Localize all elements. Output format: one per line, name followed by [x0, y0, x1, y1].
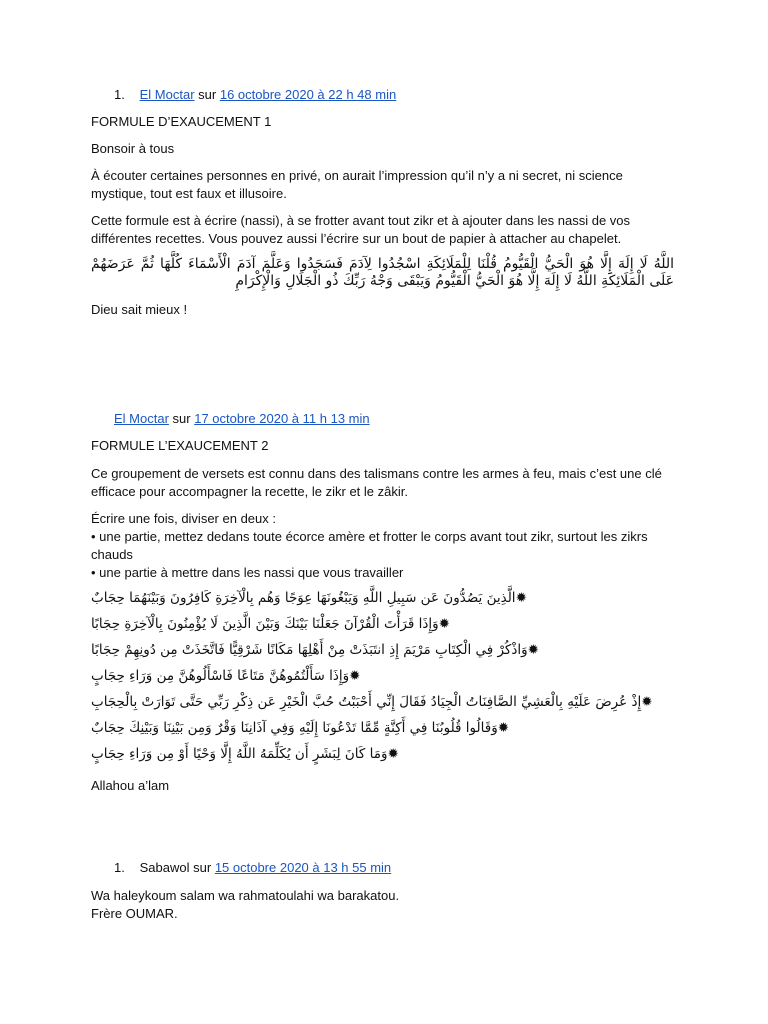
star-bullet-icon: ✹ — [641, 694, 653, 710]
verse-text: وَإِذَا قَرَأْتَ الْقُرْآنَ جَعَلْنَا بَيْنَكَ وَبَيْنَ الَّذِينَ لَا يُؤْمِنُونَ بِالْآخِرَةِ حِجَابًا — [91, 616, 439, 632]
instructions-title: Écrire une fois, diviser en deux : — [91, 511, 276, 526]
verse-line — [91, 585, 681, 611]
comment2-author-link[interactable]: El Moctar — [114, 411, 169, 426]
instructions-item: • une partie à mettre dans les nassi que vous travailler — [91, 565, 404, 580]
comment1-title: FORMULE D’EXAUCEMENT 1 — [91, 114, 272, 129]
star-bullet-icon: ✹ — [438, 616, 450, 632]
star-bullet-icon: ✹ — [387, 746, 399, 762]
comment1-paragraph1: À écouter certaines personnes en privé, on aurait l’impression qu’il n’y a ni secret, ni science mystique, tout est faux et illusoire. — [91, 168, 623, 201]
verse-line — [91, 637, 681, 663]
instructions-item: • une partie, mettez dedans toute écorce amère et frotter le corps avant tout zikr, surtout les zikrs chauds — [91, 529, 648, 562]
comment3-header — [114, 859, 704, 877]
comment2-closing: Allahou a’lam — [91, 778, 170, 793]
comment2-paragraph1: Ce groupement de versets est connu dans des talismans contre les armes à feu, mais c’est une clé efficace pour accompagner la recette, le zikr et le zâkir. — [91, 466, 662, 499]
comment1-sur: sur — [198, 87, 217, 102]
comment3-number: 1. — [114, 860, 125, 875]
comment1-number: 1. — [114, 87, 125, 102]
comment1-closing: Dieu sait mieux ! — [91, 302, 188, 317]
comment1-paragraph2: Cette formule est à écrire (nassi), à se frotter avant tout zikr et à ajouter dans les nassi de vos différentes recettes. Vous pouvez aussi l’écrire sur un bout de papier à attacher au chapelet. — [91, 213, 631, 246]
comment3-date-link[interactable]: 15 octobre 2020 à 13 h 55 min — [214, 860, 392, 875]
star-bullet-icon: ✹ — [497, 720, 510, 736]
comment2-title: FORMULE L’EXAUCEMENT 2 — [91, 438, 269, 453]
verse-list — [91, 585, 681, 767]
verse-line — [91, 741, 681, 767]
comment1-date-link[interactable]: 16 octobre 2020 à 22 h 48 min — [219, 87, 397, 102]
comment1-header — [114, 86, 704, 104]
comment3-line2: Frère OUMAR. — [91, 906, 178, 921]
verse-text: وَاذْكُرْ فِي الْكِتَابِ مَرْيَمَ إِذِ انتَبَذَتْ مِنْ أَهْلِهَا مَكَانًا شَرْقِيًّا فَاتَّخَذَتْ مِن دُونِهِمْ حِجَابًا — [91, 642, 528, 658]
verse-text: وَقَالُوا قُلُوبُنَا فِي أَكِنَّةٍ مِّمَّا تَدْعُونَا إِلَيْهِ وَفِي آذَانِنَا وَقْرٌ وَمِن بَيْنِنَا وَبَيْنِكَ حِجَابٌ — [91, 720, 498, 736]
comment1-author-link[interactable]: El Moctar — [139, 87, 195, 102]
verse-text: إِذْ عُرِضَ عَلَيْهِ بِالْعَشِيِّ الصَّافِنَاتُ الْجِيَادُ فَقَالَ إِنِّي أَحْبَبْتُ حُبَّ الْخَيْرِ عَن ذِكْرِ رَبِّي حَتَّى تَوَارَتْ بِالْحِجَابِ — [91, 694, 642, 710]
verse-text: الَّذِينَ يَصُدُّونَ عَن سَبِيلِ اللَّهِ وَيَبْغُونَهَا عِوَجًا وَهُم بِالْآخِرَةِ كَافِرُونَ وَبَيْنَهُمَا حِجَابٌ — [91, 590, 516, 606]
star-bullet-icon: ✹ — [527, 642, 539, 658]
comment2-date-link[interactable]: 17 octobre 2020 à 11 h 13 min — [194, 411, 370, 426]
comment2-header — [114, 410, 704, 428]
comment3-sur: sur — [193, 860, 212, 875]
verse-text: وَمَا كَانَ لِبَشَرٍ أَن يُكَلِّمَهُ اللَّهُ إِلَّا وَحْيًا أَوْ مِن وَرَاءِ حِجَابٍ — [91, 746, 388, 762]
comment2-sur: sur — [172, 411, 191, 426]
comment2-instructions — [91, 510, 666, 582]
verse-line — [91, 611, 681, 637]
comment1-greeting: Bonsoir à tous — [91, 141, 175, 156]
verse-line — [91, 689, 681, 715]
verse-line — [91, 715, 681, 741]
star-bullet-icon: ✹ — [515, 590, 527, 606]
comment1-arabic-text: اللَّهُ لَا إِلَهَ إِلَّا هُوَ الْحَيُّ الْقَيُّومُ قُلْنَا لِلْمَلَائِكَةِ اسْجُدُوا لِآدَمَ فَسَجَدُوا وَعَلَّمَ آدَمَ الْأَسْمَاءَ كُلَّهَا ثُمَّ عَرَضَهُمْ عَلَى الْمَلَائِكَةِ اللَّهُ لَا إِلَهَ إِلَّا هُوَ الْحَيُّ الْقَيُّومُ وَيَبْقَى وَجْهُ رَبِّكَ ذُو الْجَلَالِ وَالْإِكْرَامِ — [91, 256, 674, 289]
comment3-author: Sabawol — [139, 860, 190, 875]
star-bullet-icon: ✹ — [349, 668, 361, 684]
verse-line — [91, 663, 681, 689]
verse-text: وَإِذَا سَأَلْتُمُوهُنَّ مَتَاعًا فَاسْأَلُوهُنَّ مِن وَرَاءِ حِجَابٍ — [91, 668, 350, 684]
comment3-line1: Wa haleykoum salam wa rahmatoulahi wa barakatou. — [91, 888, 400, 903]
